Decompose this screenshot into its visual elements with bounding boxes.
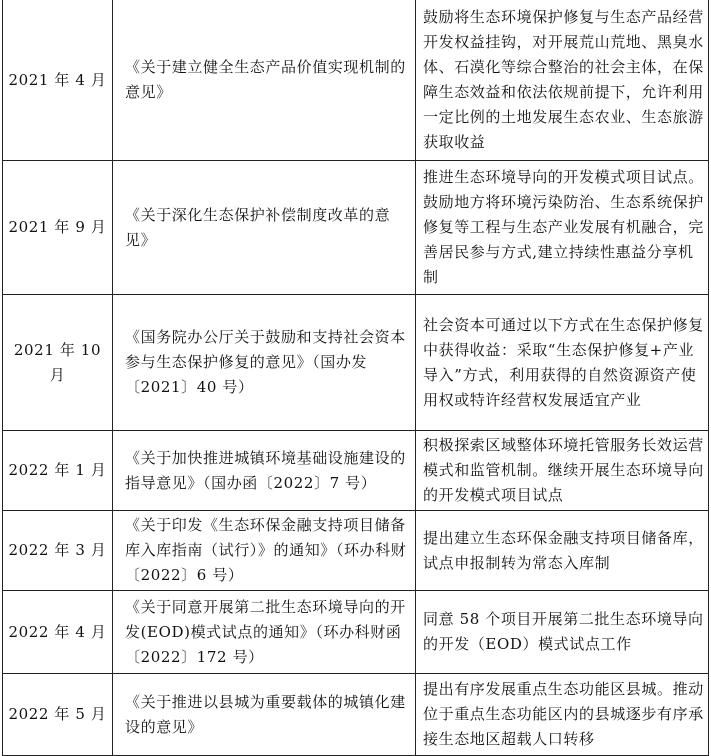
description-cell: 推进生态环境导向的开发模式项目试点。鼓励地方将环境污染防治、生态系统保护修复等工程与生态产业发展有机融合，完善居民参与方式,建立持续性惠益分享机制 (416, 161, 709, 295)
table-row (3, 674, 709, 756)
description-cell: 积极探索区域整体环境托管服务长效运营模式和监管机制。继续开展生态环境导向的开发模式项目试点 (416, 431, 709, 511)
date-cell: 2021 年 4 月 (3, 0, 113, 161)
description-cell: 同意 58 个项目开展第二批生态环境导向的开发（EOD）模式试点工作 (416, 591, 709, 674)
date-cell: 2022 年 1 月 (3, 431, 113, 511)
document-title-cell: 《关于建立健全生态产品价值实现机制的意见》 (113, 0, 416, 161)
table-row (3, 511, 709, 591)
date-cell: 2022 年 5 月 (3, 674, 113, 756)
date-cell: 2022 年 4 月 (3, 591, 113, 674)
document-title-cell: 《关于深化生态保护补偿制度改革的意见》 (113, 161, 416, 295)
document-title-cell: 《关于加快推进城镇环境基础设施建设的指导意见》（国办函〔2022〕7 号） (113, 431, 416, 511)
date-cell: 2021 年 9 月 (3, 161, 113, 295)
document-title-cell: 《关于同意开展第二批生态环境导向的开发(EOD)模式试点的通知》（环办科财函〔2022〕172 号） (113, 591, 416, 674)
table-row (3, 591, 709, 674)
description-cell: 提出有序发展重点生态功能区县城。推动位于重点生态功能区内的县城逐步有序承接生态地区超载人口转移 (416, 674, 709, 756)
document-title-cell: 《关于印发《生态环保金融支持项目储备库入库指南（试行）》的通知》（环办科财〔2022〕6 号） (113, 511, 416, 591)
description-cell: 鼓励将生态环境保护修复与生态产品经营开发权益挂钩，对开展荒山荒地、黑臭水体、石漠化等综合整治的社会主体，在保障生态效益和依法依规前提下，允许利用一定比例的土地发展生态农业、生态旅游获取收益 (416, 0, 709, 161)
date-cell: 2022 年 3 月 (3, 511, 113, 591)
table-row (3, 161, 709, 295)
policy-table (2, 0, 709, 756)
table-row (3, 295, 709, 431)
description-cell: 提出建立生态环保金融支持项目储备库，试点申报制转为常态入库制 (416, 511, 709, 591)
table-row (3, 0, 709, 161)
document-title-cell: 《关于推进以县城为重要载体的城镇化建设的意见》 (113, 674, 416, 756)
description-cell: 社会资本可通过以下方式在生态保护修复中获得收益：采取“生态保护修复+产业导入”方式，利用获得的自然资源资产使用权或特许经营权发展适宜产业 (416, 295, 709, 431)
document-title-cell: 《国务院办公厅关于鼓励和支持社会资本参与生态保护修复的意见》（国办发〔2021〕40 号） (113, 295, 416, 431)
table-row (3, 431, 709, 511)
date-cell: 2021 年 10 月 (3, 295, 113, 431)
